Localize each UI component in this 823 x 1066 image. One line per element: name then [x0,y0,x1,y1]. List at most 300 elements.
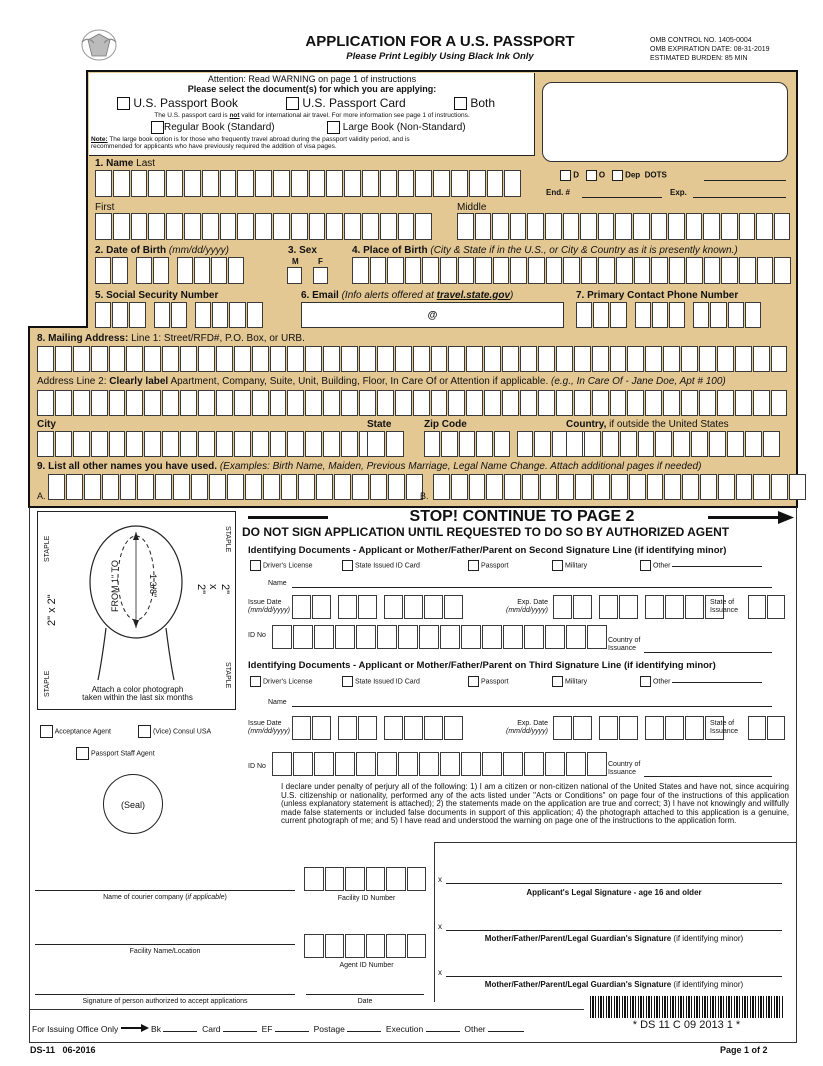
char-box[interactable] [166,213,183,240]
char-box[interactable] [735,390,752,416]
char-box[interactable] [739,257,756,284]
char-box[interactable] [686,257,703,284]
state-boxes[interactable] [367,431,405,457]
char-box[interactable] [440,752,460,776]
char-box[interactable] [234,390,251,416]
char-box[interactable] [433,170,450,197]
char-box[interactable] [592,390,609,416]
char-box[interactable] [270,390,287,416]
char-box[interactable] [323,390,340,416]
char-box[interactable] [753,474,770,500]
char-box[interactable] [566,625,586,649]
char-box[interactable] [293,752,313,776]
char-box[interactable] [441,431,457,457]
char-box[interactable] [745,431,762,457]
char-box[interactable] [252,431,269,457]
id-doc-checkbox[interactable] [250,560,261,571]
last-name-boxes[interactable] [95,170,522,197]
id-doc-option[interactable]: Driver's License [250,676,313,687]
char-box[interactable] [237,213,254,240]
char-box[interactable] [448,346,465,372]
char-box[interactable] [494,431,510,457]
char-box[interactable] [212,302,228,328]
char-box[interactable] [721,257,738,284]
char-box[interactable] [581,257,598,284]
char-box[interactable] [545,213,562,240]
char-box[interactable] [292,595,311,619]
char-box[interactable] [270,346,287,372]
char-box[interactable] [663,346,680,372]
char-box[interactable] [440,257,457,284]
char-box[interactable] [131,170,148,197]
char-box[interactable] [386,867,406,891]
char-box[interactable] [634,257,651,284]
char-box[interactable] [665,716,684,740]
id-doc-checkbox[interactable] [342,676,353,687]
char-box[interactable] [546,257,563,284]
char-box[interactable] [334,474,351,500]
char-box[interactable] [109,346,126,372]
consul-checkbox[interactable] [138,725,151,738]
option-passport-book[interactable]: U.S. Passport Book [117,96,238,110]
char-box[interactable] [37,390,54,416]
char-box[interactable] [291,170,308,197]
char-box[interactable] [451,474,468,500]
char-box[interactable] [538,346,555,372]
char-box[interactable] [398,752,418,776]
d-checkbox[interactable] [560,170,571,181]
id-doc-checkbox[interactable] [468,676,479,687]
char-box[interactable] [325,867,345,891]
char-box[interactable] [211,257,227,284]
char-box[interactable] [395,390,412,416]
char-box[interactable] [767,595,785,619]
char-box[interactable] [144,346,161,372]
char-box[interactable] [651,257,668,284]
char-box[interactable] [362,170,379,197]
char-box[interactable] [153,257,169,284]
char-box[interactable] [685,595,704,619]
char-box[interactable] [673,431,690,457]
acceptance-agent-option[interactable]: Acceptance Agent [40,725,111,738]
char-box[interactable] [681,390,698,416]
char-box[interactable] [682,474,699,500]
char-box[interactable] [502,346,519,372]
char-box[interactable] [66,474,83,500]
char-box[interactable] [148,213,165,240]
char-box[interactable] [433,474,450,500]
char-box[interactable] [528,257,545,284]
country-boxes[interactable] [566,431,781,457]
char-box[interactable] [272,625,292,649]
char-box[interactable] [195,302,211,328]
char-box[interactable] [753,346,770,372]
char-box[interactable] [255,213,272,240]
char-box[interactable] [370,474,387,500]
char-box[interactable] [398,213,415,240]
char-box[interactable] [287,431,304,457]
id2-issue-boxes[interactable] [292,595,464,619]
char-box[interactable] [344,170,361,197]
id-doc-checkbox[interactable] [342,560,353,571]
char-box[interactable] [510,213,527,240]
char-box[interactable] [611,474,628,500]
char-box[interactable] [419,752,439,776]
char-box[interactable] [407,934,427,958]
char-box[interactable] [665,595,684,619]
char-box[interactable] [220,170,237,197]
char-box[interactable] [377,390,394,416]
id2-idno-boxes[interactable] [272,625,608,649]
char-box[interactable] [580,213,597,240]
id-doc-checkbox[interactable] [552,676,563,687]
char-box[interactable] [610,390,627,416]
char-box[interactable] [162,431,179,457]
char-box[interactable] [404,716,423,740]
char-box[interactable] [73,431,90,457]
char-box[interactable] [686,213,703,240]
middle-name-boxes[interactable] [457,213,791,240]
char-box[interactable] [484,390,501,416]
char-box[interactable] [574,390,591,416]
char-box[interactable] [55,390,72,416]
char-box[interactable] [173,474,190,500]
char-box[interactable] [154,302,170,328]
char-box[interactable] [252,390,269,416]
char-box[interactable] [95,170,112,197]
char-box[interactable] [202,213,219,240]
char-box[interactable] [691,431,708,457]
char-box[interactable] [227,474,244,500]
char-box[interactable] [95,302,111,328]
char-box[interactable] [664,474,681,500]
char-box[interactable] [627,390,644,416]
char-box[interactable] [126,390,143,416]
char-box[interactable] [325,934,345,958]
large-book-checkbox[interactable] [327,121,340,134]
char-box[interactable] [753,390,770,416]
char-box[interactable] [556,346,573,372]
char-box[interactable] [281,474,298,500]
char-box[interactable] [356,752,376,776]
char-box[interactable] [424,431,440,457]
char-box[interactable] [545,625,565,649]
guardian-signature-line-2[interactable] [446,976,782,977]
char-box[interactable] [520,390,537,416]
char-box[interactable] [216,431,233,457]
char-box[interactable] [91,390,108,416]
char-box[interactable] [619,716,638,740]
char-box[interactable] [655,431,672,457]
char-box[interactable] [487,170,504,197]
char-box[interactable] [366,934,386,958]
char-box[interactable] [517,431,533,457]
id-doc-checkbox[interactable] [250,676,261,687]
char-box[interactable] [504,474,521,500]
char-box[interactable] [229,302,245,328]
char-box[interactable] [162,346,179,372]
char-box[interactable] [184,170,201,197]
char-box[interactable] [109,431,126,457]
id3-idno-boxes[interactable] [272,752,608,776]
char-box[interactable] [326,170,343,197]
photo-area[interactable]: STAPLE STAPLE STAPLE STAPLE 2" x 2" 2" x 2" FROM 1" TO 1 3/8" Attach a color photograph taken within the last six months [37,511,236,710]
char-box[interactable] [380,213,397,240]
char-box[interactable] [466,390,483,416]
staff-agent-checkbox[interactable] [76,747,89,760]
char-box[interactable] [710,302,726,328]
char-box[interactable] [486,474,503,500]
char-box[interactable] [292,716,311,740]
facility-id-boxes[interactable] [304,867,427,891]
char-box[interactable] [191,474,208,500]
char-box[interactable] [502,390,519,416]
char-box[interactable] [524,625,544,649]
char-box[interactable] [587,752,607,776]
char-box[interactable] [55,431,72,457]
char-box[interactable] [356,625,376,649]
char-box[interactable] [745,302,761,328]
char-box[interactable] [126,431,143,457]
char-box[interactable] [398,625,418,649]
char-box[interactable] [685,716,704,740]
char-box[interactable] [404,595,423,619]
char-box[interactable] [136,257,152,284]
char-box[interactable] [520,346,537,372]
char-box[interactable] [475,257,492,284]
id3-state-boxes[interactable] [748,716,786,740]
char-box[interactable] [599,595,618,619]
char-box[interactable] [645,595,664,619]
char-box[interactable] [341,431,358,457]
char-box[interactable] [534,431,550,457]
char-box[interactable] [341,390,358,416]
phone-boxes[interactable] [576,302,762,328]
char-box[interactable] [566,431,583,457]
option-large-book[interactable]: Large Book (Non-Standard) [327,121,466,134]
char-box[interactable] [112,257,128,284]
char-box[interactable] [370,257,387,284]
first-name-boxes[interactable] [95,213,433,240]
char-box[interactable] [255,170,272,197]
char-box[interactable] [504,170,521,197]
char-box[interactable] [144,390,161,416]
char-box[interactable] [415,170,432,197]
char-box[interactable] [629,474,646,500]
char-box[interactable] [313,267,328,284]
char-box[interactable] [37,431,54,457]
char-box[interactable] [484,346,501,372]
other-name-b-boxes[interactable] [433,474,807,500]
char-box[interactable] [309,213,326,240]
char-box[interactable] [366,867,386,891]
char-box[interactable] [380,170,397,197]
char-box[interactable] [587,625,607,649]
char-box[interactable] [451,170,468,197]
id-doc-option[interactable]: State Issued ID Card [342,560,420,571]
char-box[interactable] [263,474,280,500]
char-box[interactable] [314,752,334,776]
acceptance-agent-checkbox[interactable] [40,725,53,738]
char-box[interactable] [298,474,315,500]
char-box[interactable] [198,390,215,416]
char-box[interactable] [598,213,615,240]
char-box[interactable] [377,752,397,776]
char-box[interactable] [469,170,486,197]
char-box[interactable] [387,257,404,284]
char-box[interactable] [341,346,358,372]
id-doc-checkbox[interactable] [552,560,563,571]
agent-id-boxes[interactable] [304,934,427,958]
char-box[interactable] [198,431,215,457]
char-box[interactable] [424,716,443,740]
char-box[interactable] [419,625,439,649]
char-box[interactable] [270,431,287,457]
char-box[interactable] [556,390,573,416]
char-box[interactable] [377,346,394,372]
char-box[interactable] [610,302,626,328]
char-box[interactable] [358,595,377,619]
char-box[interactable] [522,474,539,500]
char-box[interactable] [216,390,233,416]
char-box[interactable] [362,213,379,240]
char-box[interactable] [444,595,463,619]
char-box[interactable] [503,625,523,649]
char-box[interactable] [345,867,365,891]
ssn-boxes[interactable] [95,302,264,328]
char-box[interactable] [388,474,405,500]
char-box[interactable] [338,716,357,740]
char-box[interactable] [180,390,197,416]
char-box[interactable] [774,213,791,240]
char-box[interactable] [700,474,717,500]
char-box[interactable] [171,302,187,328]
char-box[interactable] [771,390,788,416]
char-box[interactable] [234,346,251,372]
char-box[interactable] [602,431,619,457]
char-box[interactable] [574,346,591,372]
both-checkbox[interactable] [454,97,467,110]
char-box[interactable] [304,867,324,891]
char-box[interactable] [553,595,572,619]
char-box[interactable] [645,390,662,416]
char-box[interactable] [461,752,481,776]
consul-option[interactable]: (Vice) Consul USA [138,725,211,738]
char-box[interactable] [651,213,668,240]
email-input[interactable]: @ [301,302,564,328]
id-doc-option[interactable]: Other [640,560,762,571]
pob-boxes[interactable] [352,257,792,284]
option-regular-book[interactable]: Regular Book (Standard) [151,121,275,134]
char-box[interactable] [645,346,662,372]
option-passport-card[interactable]: U.S. Passport Card [286,96,406,110]
id-doc-option[interactable]: Military [552,560,587,571]
char-box[interactable] [669,302,685,328]
char-box[interactable] [162,390,179,416]
char-box[interactable] [538,390,555,416]
id-doc-checkbox[interactable] [640,676,651,687]
char-box[interactable] [272,752,292,776]
char-box[interactable] [638,431,655,457]
char-box[interactable] [48,474,65,500]
char-box[interactable] [789,474,806,500]
char-box[interactable] [709,431,726,457]
char-box[interactable] [422,257,439,284]
char-box[interactable] [358,716,377,740]
id3-exp-boxes[interactable] [553,716,725,740]
char-box[interactable] [735,346,752,372]
id-doc-checkbox[interactable] [468,560,479,571]
char-box[interactable] [599,716,618,740]
char-box[interactable] [407,867,427,891]
city-boxes[interactable] [37,431,377,457]
char-box[interactable] [457,213,474,240]
char-box[interactable] [287,346,304,372]
char-box[interactable] [120,474,137,500]
char-box[interactable] [563,257,580,284]
char-box[interactable] [748,716,766,740]
char-box[interactable] [338,595,357,619]
char-box[interactable] [476,431,492,457]
char-box[interactable] [155,474,172,500]
char-box[interactable] [113,213,130,240]
char-box[interactable] [563,213,580,240]
char-box[interactable] [510,257,527,284]
char-box[interactable] [395,346,412,372]
char-box[interactable] [431,390,448,416]
char-box[interactable] [717,346,734,372]
char-box[interactable] [717,390,734,416]
char-box[interactable] [593,474,610,500]
char-box[interactable] [448,390,465,416]
char-box[interactable] [323,346,340,372]
char-box[interactable] [553,716,572,740]
char-box[interactable] [126,346,143,372]
char-box[interactable] [620,431,637,457]
char-box[interactable] [699,346,716,372]
char-box[interactable] [335,752,355,776]
char-box[interactable] [415,213,432,240]
char-box[interactable] [352,474,369,500]
id-doc-option[interactable]: Driver's License [250,560,313,571]
guardian-signature-line-1[interactable] [446,930,782,931]
char-box[interactable] [323,431,340,457]
char-box[interactable] [177,257,193,284]
char-box[interactable] [305,390,322,416]
char-box[interactable] [469,474,486,500]
char-box[interactable] [202,170,219,197]
char-box[interactable] [184,213,201,240]
char-box[interactable] [459,431,475,457]
char-box[interactable] [635,302,651,328]
id-doc-option[interactable]: Military [552,676,587,687]
char-box[interactable] [466,346,483,372]
char-box[interactable] [95,213,112,240]
char-box[interactable] [312,716,331,740]
sex-boxes[interactable] [287,267,329,284]
char-box[interactable] [273,213,290,240]
char-box[interactable] [767,716,785,740]
char-box[interactable] [293,625,313,649]
char-box[interactable] [305,431,322,457]
other-name-a-boxes[interactable] [48,474,424,500]
id3-issue-boxes[interactable] [292,716,464,740]
char-box[interactable] [693,302,709,328]
char-box[interactable] [180,346,197,372]
char-box[interactable] [669,257,686,284]
char-box[interactable] [252,346,269,372]
char-box[interactable] [237,170,254,197]
